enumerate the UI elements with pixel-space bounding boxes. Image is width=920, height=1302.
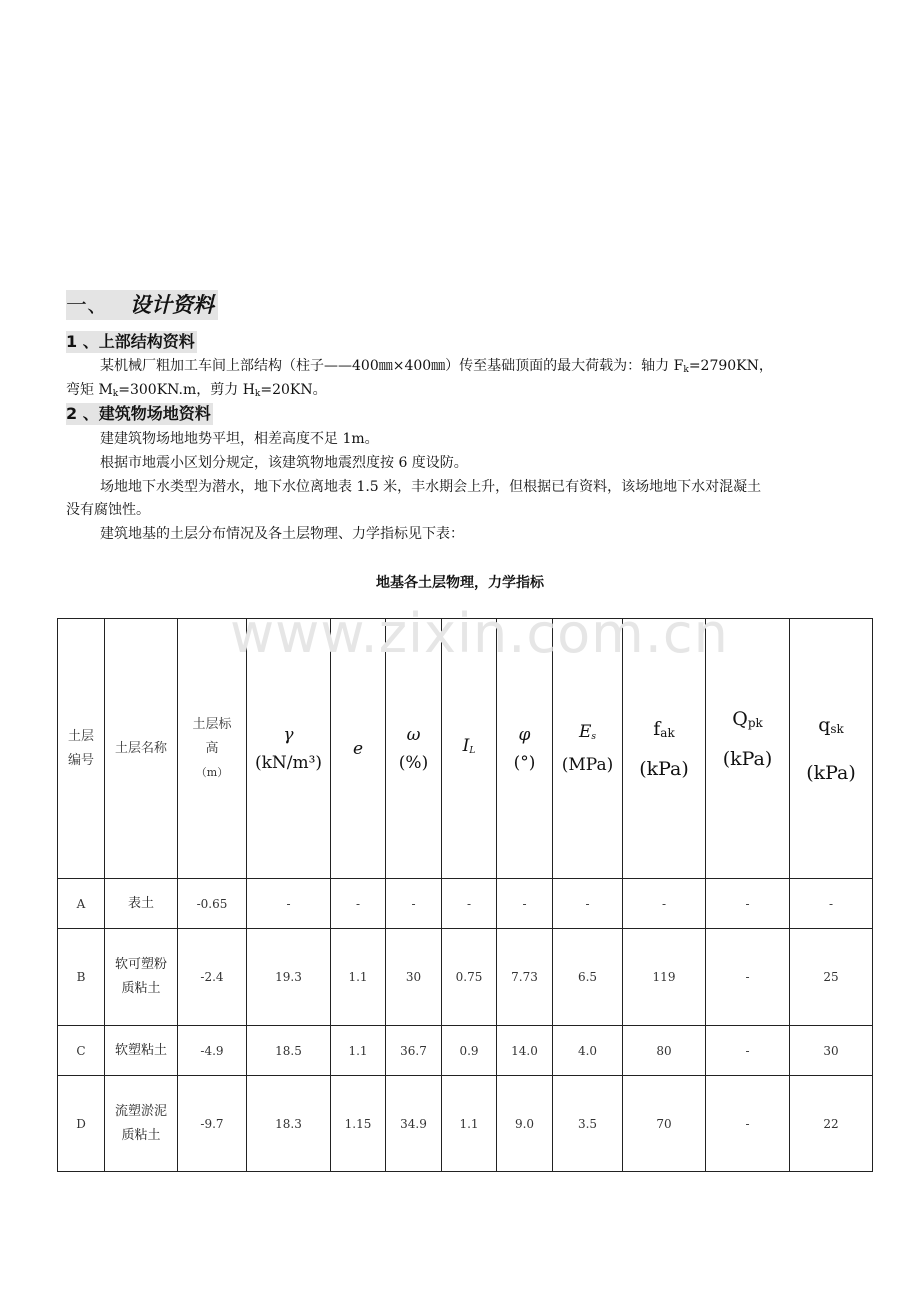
table-row: B 软可塑粉 质粘土 -2.4 19.3 1.1 30 0.75 7.73 6.5 119 - 25: [58, 929, 873, 1026]
table-row: D 流塑淤泥 质粘土 -9.7 18.3 1.15 34.9 1.1 9.0 3.5 70 - 22: [58, 1076, 873, 1172]
header-layer-number: 土层 编号: [58, 619, 105, 879]
header-bearing-capacity: $f_{ak}$ (kPa): [623, 619, 706, 879]
section-heading: [66, 290, 218, 320]
header-water-content: ω (%): [386, 619, 442, 879]
table-row: C 软塑粘土 -4.9 18.5 1.1 36.7 0.9 14.0 4.0 80 - 30: [58, 1026, 873, 1076]
section-number: 一、: [66, 293, 108, 317]
subsection-heading-2: 2 、建筑物场地资料: [66, 404, 211, 423]
section-title: 设计资料: [130, 292, 214, 317]
paragraph-site-4: 建筑地基的土层分布情况及各土层物理、力学指标见下表：: [100, 526, 464, 542]
subsection-heading-1: 1 、上部结构资料: [66, 332, 195, 351]
header-end-bearing: $Q_{pk}$ (kPa): [706, 619, 790, 879]
paragraph-site-3a: 场地地下水类型为潜水，地下水位离地表 1.5 米，丰水期会上升，但根据已有资料，该场地地下水对混凝土: [100, 479, 762, 495]
header-friction-angle: φ (°): [497, 619, 553, 879]
watermark-text: www.zixin.com.cn: [230, 602, 729, 665]
soil-properties-table: [57, 618, 873, 1172]
header-compression-modulus: $E_s$ (MPa): [553, 619, 623, 879]
header-unit-weight: γ (kN/m³): [247, 619, 331, 879]
header-void-ratio: e: [331, 619, 386, 879]
paragraph-site-3b: 没有腐蚀性。: [66, 502, 150, 518]
paragraph-site-2: 根据市地震小区划分规定，该建筑物地震烈度按 6 度设防。: [100, 455, 468, 471]
paragraph-load-2: 弯矩 $M_k=300KN.m$，剪力 $H_k=20KN$。: [66, 382, 327, 399]
paragraph-site-1: 建建筑物场地地势平坦，相差高度不足 1m。: [100, 431, 379, 447]
header-liquidity-index: $I_L$: [442, 619, 497, 879]
table-row: A 表土 -0.65 - - - - - - - - -: [58, 879, 873, 929]
header-elevation: 土层标 高 （m）: [178, 619, 247, 879]
table-caption: 地基各土层物理，力学指标: [376, 575, 544, 591]
paragraph-load-1: 某机械厂粗加工车间上部结构（柱子——400㎜×400㎜）传至基础顶面的最大荷载为：轴力 $F_k=2790KN$，: [100, 358, 773, 375]
header-side-friction: $q_{sk}$ (kPa): [790, 619, 873, 879]
header-layer-name: 土层名称: [105, 619, 178, 879]
